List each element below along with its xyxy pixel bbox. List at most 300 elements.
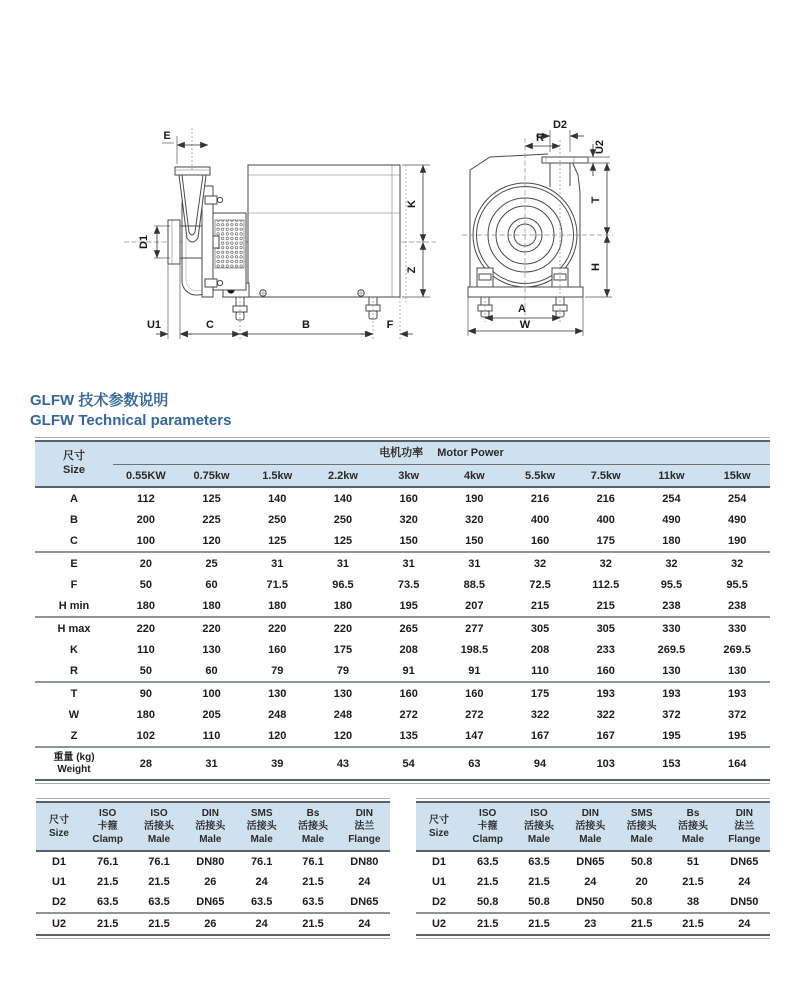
header-line: ISO bbox=[150, 808, 168, 819]
cell: 31 bbox=[336, 557, 350, 570]
cell: 164 bbox=[727, 757, 747, 770]
dim-label-z: Z bbox=[406, 266, 418, 274]
power-column-header: 1.5kw bbox=[262, 470, 293, 482]
motor-body bbox=[248, 165, 400, 297]
fitting-table-left bbox=[36, 798, 390, 939]
cell: 320 bbox=[399, 513, 418, 526]
row-label: C bbox=[70, 534, 78, 547]
size-header-en: Size bbox=[428, 827, 449, 839]
fitting-table-right bbox=[416, 798, 770, 939]
dim-label-h: H bbox=[590, 263, 602, 271]
power-column-header: 15kw bbox=[723, 470, 751, 482]
cell: 110 bbox=[136, 643, 155, 656]
fitting-column-header bbox=[616, 803, 667, 850]
power-column-header: 0.55KW bbox=[125, 470, 166, 482]
header-line: Male bbox=[250, 834, 273, 845]
fitting-column-header bbox=[133, 803, 184, 850]
cell: 400 bbox=[530, 513, 550, 526]
row-label: U1 bbox=[51, 876, 67, 888]
cell: 372 bbox=[727, 708, 747, 721]
table-row bbox=[35, 618, 770, 639]
table-row bbox=[35, 725, 770, 748]
table-top-rule bbox=[35, 437, 770, 438]
cell: 63.5 bbox=[250, 896, 273, 908]
row-label-en: Weight bbox=[57, 763, 91, 775]
cell: 180 bbox=[333, 599, 353, 612]
row-label: U2 bbox=[51, 918, 67, 930]
table-row bbox=[35, 488, 770, 509]
cell: 272 bbox=[465, 708, 484, 721]
cell: 490 bbox=[662, 513, 681, 526]
header-line: 活接头 bbox=[677, 821, 708, 832]
row-label: E bbox=[70, 557, 78, 570]
table-row bbox=[36, 892, 390, 914]
power-column-header: 2.2kw bbox=[327, 470, 358, 482]
cell: 76.1 bbox=[96, 856, 119, 868]
dim-label-f: F bbox=[386, 319, 394, 331]
cell: 63 bbox=[468, 757, 481, 770]
cell: 63.5 bbox=[96, 896, 119, 908]
cell: 76.1 bbox=[302, 856, 324, 868]
cell: 51 bbox=[686, 856, 700, 868]
header-line: 活接头 bbox=[523, 821, 554, 832]
cell: DN65 bbox=[196, 896, 225, 908]
fitting-body bbox=[36, 852, 390, 934]
cell: 31 bbox=[402, 557, 415, 570]
cell: 320 bbox=[465, 513, 484, 526]
cell: 32 bbox=[599, 557, 612, 570]
section-title bbox=[30, 391, 231, 430]
cell: 233 bbox=[596, 643, 615, 656]
row-label: U2 bbox=[431, 918, 447, 930]
cell: 50 bbox=[139, 578, 152, 591]
cell: 39 bbox=[271, 757, 284, 770]
cell: 225 bbox=[202, 513, 221, 526]
cell: 76.1 bbox=[250, 856, 273, 868]
dimension-t-h bbox=[585, 163, 612, 297]
cell: 160 bbox=[596, 664, 615, 677]
cell: 21.5 bbox=[476, 918, 499, 930]
fitting-column-header bbox=[339, 803, 390, 850]
cell: 322 bbox=[596, 708, 615, 721]
cell: 32 bbox=[731, 557, 744, 570]
cell: 180 bbox=[136, 599, 156, 612]
header-line: SMS bbox=[630, 808, 653, 819]
fitting-header bbox=[416, 803, 770, 852]
cell: 193 bbox=[662, 687, 681, 700]
power-column-header: 0.75kw bbox=[193, 470, 230, 482]
main-table-header bbox=[35, 442, 770, 488]
power-column-header: 5.5kw bbox=[525, 470, 556, 482]
table-row bbox=[416, 852, 770, 872]
cell: 220 bbox=[136, 622, 156, 635]
dim-label-u2: U2 bbox=[594, 139, 606, 155]
cell: 91 bbox=[468, 664, 481, 677]
header-line: 活接头 bbox=[626, 821, 657, 832]
cell: 265 bbox=[399, 622, 418, 635]
cell: 60 bbox=[205, 578, 218, 591]
table-row bbox=[35, 553, 770, 574]
cell: 207 bbox=[465, 599, 484, 612]
fitting-column-header bbox=[185, 803, 236, 850]
cell: 60 bbox=[205, 664, 218, 677]
cell: 216 bbox=[596, 492, 615, 505]
fitting-column-header bbox=[462, 803, 513, 850]
cell: 125 bbox=[202, 492, 221, 505]
cell: DN50 bbox=[730, 896, 759, 908]
row-label bbox=[35, 752, 113, 775]
cell: 21.5 bbox=[630, 918, 653, 930]
header-line: Bs bbox=[306, 808, 320, 819]
table-row bbox=[35, 660, 770, 683]
size-header bbox=[35, 442, 113, 486]
cell: 96.5 bbox=[332, 578, 354, 591]
cell: 175 bbox=[596, 534, 615, 547]
cell: 79 bbox=[336, 664, 350, 677]
cell: 193 bbox=[727, 687, 747, 700]
pump-front-view-drawing bbox=[450, 100, 720, 355]
cell: 125 bbox=[268, 534, 287, 547]
cell: 140 bbox=[268, 492, 287, 505]
size-header-zh: 尺寸 bbox=[429, 814, 449, 826]
cell: 43 bbox=[336, 757, 350, 770]
cell: 190 bbox=[727, 534, 747, 547]
header-line: ISO bbox=[99, 808, 117, 819]
dimension-e bbox=[162, 128, 208, 170]
cell: 88.5 bbox=[463, 578, 486, 591]
fitting-header bbox=[36, 803, 390, 852]
lantern-adapter bbox=[209, 213, 246, 290]
row-label: B bbox=[70, 513, 78, 526]
cell: 215 bbox=[596, 599, 615, 612]
cell: DN80 bbox=[350, 856, 379, 868]
cell: 32 bbox=[533, 557, 547, 570]
cell: 198.5 bbox=[460, 643, 489, 656]
row-label-zh: 重量 (kg) bbox=[53, 752, 95, 763]
header-line: Male bbox=[681, 834, 705, 845]
cell: 167 bbox=[596, 729, 615, 742]
header-line: DIN bbox=[201, 808, 219, 819]
dim-label-w: W bbox=[519, 319, 531, 331]
header-line: Bs bbox=[686, 808, 700, 819]
cell: 21.5 bbox=[148, 918, 170, 930]
cell: 195 bbox=[399, 599, 418, 612]
cell: 110 bbox=[202, 729, 221, 742]
cell: 73.5 bbox=[397, 578, 420, 591]
header-line: Flange bbox=[728, 834, 761, 845]
row-label: D2 bbox=[431, 896, 447, 908]
cell: DN80 bbox=[196, 856, 225, 868]
header-line: 活接头 bbox=[297, 821, 328, 832]
fitting-column-header bbox=[565, 803, 616, 850]
cell: 26 bbox=[204, 918, 217, 930]
cell: 180 bbox=[268, 599, 287, 612]
table-row bbox=[36, 852, 390, 872]
cell: 120 bbox=[268, 729, 287, 742]
cell: 103 bbox=[596, 757, 615, 770]
cell: 94 bbox=[533, 757, 547, 770]
cell: 95.5 bbox=[726, 578, 748, 591]
cell: 208 bbox=[399, 643, 418, 656]
fitting-column-header bbox=[513, 803, 564, 850]
cell: 130 bbox=[727, 664, 747, 677]
header-line: SMS bbox=[250, 808, 273, 819]
cell: 50.8 bbox=[476, 896, 499, 908]
header-line: ISO bbox=[530, 808, 548, 819]
cell: 153 bbox=[662, 757, 681, 770]
header-line: Male bbox=[630, 834, 653, 845]
cell: 20 bbox=[139, 557, 152, 570]
cell: 254 bbox=[727, 492, 747, 505]
cell: 24 bbox=[358, 918, 371, 930]
cell: 26 bbox=[204, 876, 217, 888]
power-column-header: 7.5kw bbox=[590, 470, 621, 482]
cell: 330 bbox=[662, 622, 681, 635]
cell: 190 bbox=[465, 492, 484, 505]
cell: DN65 bbox=[576, 856, 605, 868]
header-line: Male bbox=[147, 834, 171, 845]
cell: 112.5 bbox=[592, 578, 620, 591]
table-row bbox=[35, 530, 770, 553]
cell: 248 bbox=[268, 708, 287, 721]
dim-label-c: C bbox=[206, 319, 214, 331]
cell: 63.5 bbox=[528, 856, 550, 868]
header-line: 活接头 bbox=[246, 821, 277, 832]
cell: 120 bbox=[202, 534, 221, 547]
cell: 50.8 bbox=[528, 896, 550, 908]
table-row bbox=[35, 595, 770, 618]
cell: 322 bbox=[530, 708, 550, 721]
header-line: 活接头 bbox=[143, 821, 174, 832]
cell: 21.5 bbox=[96, 918, 119, 930]
fitting-column-header bbox=[82, 803, 133, 850]
cell: 193 bbox=[596, 687, 615, 700]
dim-label-e: E bbox=[163, 130, 171, 142]
cell: 220 bbox=[333, 622, 353, 635]
fitting-column-header bbox=[667, 803, 718, 850]
fitting-column-header bbox=[287, 803, 338, 850]
cell: 125 bbox=[333, 534, 353, 547]
cell: 50.8 bbox=[630, 856, 653, 868]
cell: 32 bbox=[665, 557, 678, 570]
cell: 79 bbox=[271, 664, 284, 677]
header-line: Male bbox=[579, 834, 602, 845]
cell: 254 bbox=[662, 492, 681, 505]
table-row bbox=[36, 872, 390, 892]
motor-power-zh: 电机功率 bbox=[379, 447, 424, 459]
cell: 120 bbox=[333, 729, 353, 742]
cell: 90 bbox=[139, 687, 152, 700]
cell: 160 bbox=[399, 687, 418, 700]
cell: 71.5 bbox=[266, 578, 288, 591]
cell: 21.5 bbox=[302, 918, 324, 930]
cell: 21.5 bbox=[302, 876, 324, 888]
cell: 130 bbox=[202, 643, 221, 656]
size-header-zh: 尺寸 bbox=[63, 450, 85, 463]
cell: 31 bbox=[468, 557, 481, 570]
row-label: D1 bbox=[51, 856, 67, 868]
cell: DN65 bbox=[350, 896, 379, 908]
header-line: Male bbox=[527, 834, 551, 845]
cell: 21.5 bbox=[96, 876, 119, 888]
cell: 21.5 bbox=[528, 876, 550, 888]
size-header-en: Size bbox=[62, 464, 85, 476]
cell: 63.5 bbox=[476, 856, 499, 868]
row-label: H min bbox=[58, 599, 90, 612]
cell: 50.8 bbox=[630, 896, 653, 908]
cell: 180 bbox=[136, 708, 156, 721]
cell: 248 bbox=[333, 708, 353, 721]
header-line: Clamp bbox=[92, 834, 123, 845]
cell: 277 bbox=[465, 622, 484, 635]
cell: 24 bbox=[255, 876, 268, 888]
table-row bbox=[416, 872, 770, 892]
cell: DN50 bbox=[576, 896, 605, 908]
cell: 130 bbox=[662, 664, 681, 677]
dimension-r bbox=[525, 132, 560, 146]
power-columns bbox=[113, 465, 770, 486]
dim-label-u1: U1 bbox=[146, 319, 162, 331]
cell: 72.5 bbox=[529, 578, 551, 591]
header-line: 卡箍 bbox=[477, 821, 498, 832]
cell: 272 bbox=[399, 708, 418, 721]
power-column-header: 3kw bbox=[398, 470, 420, 482]
header-line: DIN bbox=[581, 808, 599, 819]
cell: 269.5 bbox=[723, 643, 751, 656]
cell: 21.5 bbox=[528, 918, 550, 930]
cell: 135 bbox=[399, 729, 418, 742]
header-line: Male bbox=[301, 834, 325, 845]
dim-label-k: K bbox=[406, 200, 418, 208]
row-label: R bbox=[70, 664, 78, 677]
pump-side-view-drawing bbox=[110, 112, 440, 357]
cell: 195 bbox=[662, 729, 681, 742]
cell: 216 bbox=[530, 492, 550, 505]
header-line: Clamp bbox=[472, 834, 503, 845]
dim-label-t: T bbox=[590, 196, 602, 204]
table-row bbox=[35, 574, 770, 595]
section-title-zh: GLFW 技术参数说明 bbox=[30, 392, 169, 409]
cell: 102 bbox=[136, 729, 156, 742]
cell: 100 bbox=[136, 534, 156, 547]
row-label: K bbox=[70, 643, 78, 656]
motor-power-header bbox=[113, 442, 770, 465]
cell: 38 bbox=[686, 896, 700, 908]
cell: 130 bbox=[268, 687, 287, 700]
cell: 195 bbox=[727, 729, 747, 742]
power-column-header: 4kw bbox=[463, 470, 485, 482]
fitting-column-header bbox=[719, 803, 770, 850]
section-title-en: GLFW Technical parameters bbox=[30, 411, 232, 429]
table-row bbox=[36, 914, 390, 934]
cell: 24 bbox=[584, 876, 597, 888]
header-line: 卡箍 bbox=[97, 821, 118, 832]
row-label: U1 bbox=[431, 876, 447, 888]
main-table-body bbox=[35, 488, 770, 779]
header-line: DIN bbox=[355, 808, 373, 819]
cell: 24 bbox=[738, 918, 751, 930]
cell: 205 bbox=[202, 708, 221, 721]
cell: 28 bbox=[139, 757, 152, 770]
cell: 305 bbox=[596, 622, 615, 635]
dim-label-b: B bbox=[302, 319, 310, 331]
cell: 147 bbox=[465, 729, 484, 742]
cell: 150 bbox=[465, 534, 484, 547]
fitting-column-header bbox=[236, 803, 287, 850]
cell: 21.5 bbox=[476, 876, 499, 888]
table-bottom-rule bbox=[35, 783, 770, 784]
cell: 23 bbox=[584, 918, 597, 930]
cell: 372 bbox=[662, 708, 681, 721]
header-line: 活接头 bbox=[195, 821, 226, 832]
cell: 100 bbox=[202, 687, 221, 700]
table-row bbox=[35, 639, 770, 660]
row-label: D2 bbox=[51, 896, 67, 908]
fitting-body bbox=[416, 852, 770, 934]
power-column-header: 11kw bbox=[658, 470, 685, 482]
dim-label-r: R bbox=[536, 132, 544, 144]
cell: 215 bbox=[530, 599, 550, 612]
row-label: H max bbox=[57, 622, 91, 635]
cell: 24 bbox=[255, 918, 268, 930]
dimension-k-z bbox=[402, 165, 430, 302]
cell: 330 bbox=[727, 622, 747, 635]
cell: 238 bbox=[727, 599, 747, 612]
cell: 20 bbox=[635, 876, 648, 888]
row-label: D1 bbox=[431, 856, 447, 868]
table-row bbox=[416, 892, 770, 914]
cell: 31 bbox=[205, 757, 218, 770]
cell: 220 bbox=[202, 622, 221, 635]
cell: 112 bbox=[136, 492, 155, 505]
cell: 31 bbox=[271, 557, 284, 570]
cell: 238 bbox=[662, 599, 681, 612]
table-row bbox=[35, 509, 770, 530]
cell: 21.5 bbox=[682, 918, 704, 930]
cell: 150 bbox=[399, 534, 418, 547]
cell: 25 bbox=[205, 557, 218, 570]
cell: 76.1 bbox=[148, 856, 170, 868]
cell: 490 bbox=[727, 513, 747, 526]
cell: 50 bbox=[139, 664, 152, 677]
cell: 167 bbox=[530, 729, 550, 742]
cell: 160 bbox=[465, 687, 484, 700]
row-label: Z bbox=[70, 729, 78, 742]
cell: 175 bbox=[530, 687, 550, 700]
cell: 24 bbox=[358, 876, 371, 888]
cell: 24 bbox=[738, 876, 751, 888]
cell: 400 bbox=[596, 513, 615, 526]
dim-label-d2: D2 bbox=[552, 119, 568, 131]
header-line: Male bbox=[199, 834, 222, 845]
cell: 180 bbox=[662, 534, 681, 547]
cell: 95.5 bbox=[660, 578, 683, 591]
cell: 160 bbox=[530, 534, 550, 547]
table-row bbox=[35, 704, 770, 725]
header-line: DIN bbox=[735, 808, 753, 819]
cell: 250 bbox=[268, 513, 287, 526]
size-header-zh: 尺寸 bbox=[49, 814, 69, 826]
cell: 130 bbox=[333, 687, 353, 700]
header-line: 活接头 bbox=[575, 821, 606, 832]
cell: 21.5 bbox=[682, 876, 704, 888]
table-row bbox=[416, 914, 770, 934]
cell: 160 bbox=[399, 492, 418, 505]
cell: 91 bbox=[402, 664, 415, 677]
dim-label-d1: D1 bbox=[138, 234, 150, 250]
cell: 21.5 bbox=[148, 876, 170, 888]
cell: 269.5 bbox=[657, 643, 686, 656]
